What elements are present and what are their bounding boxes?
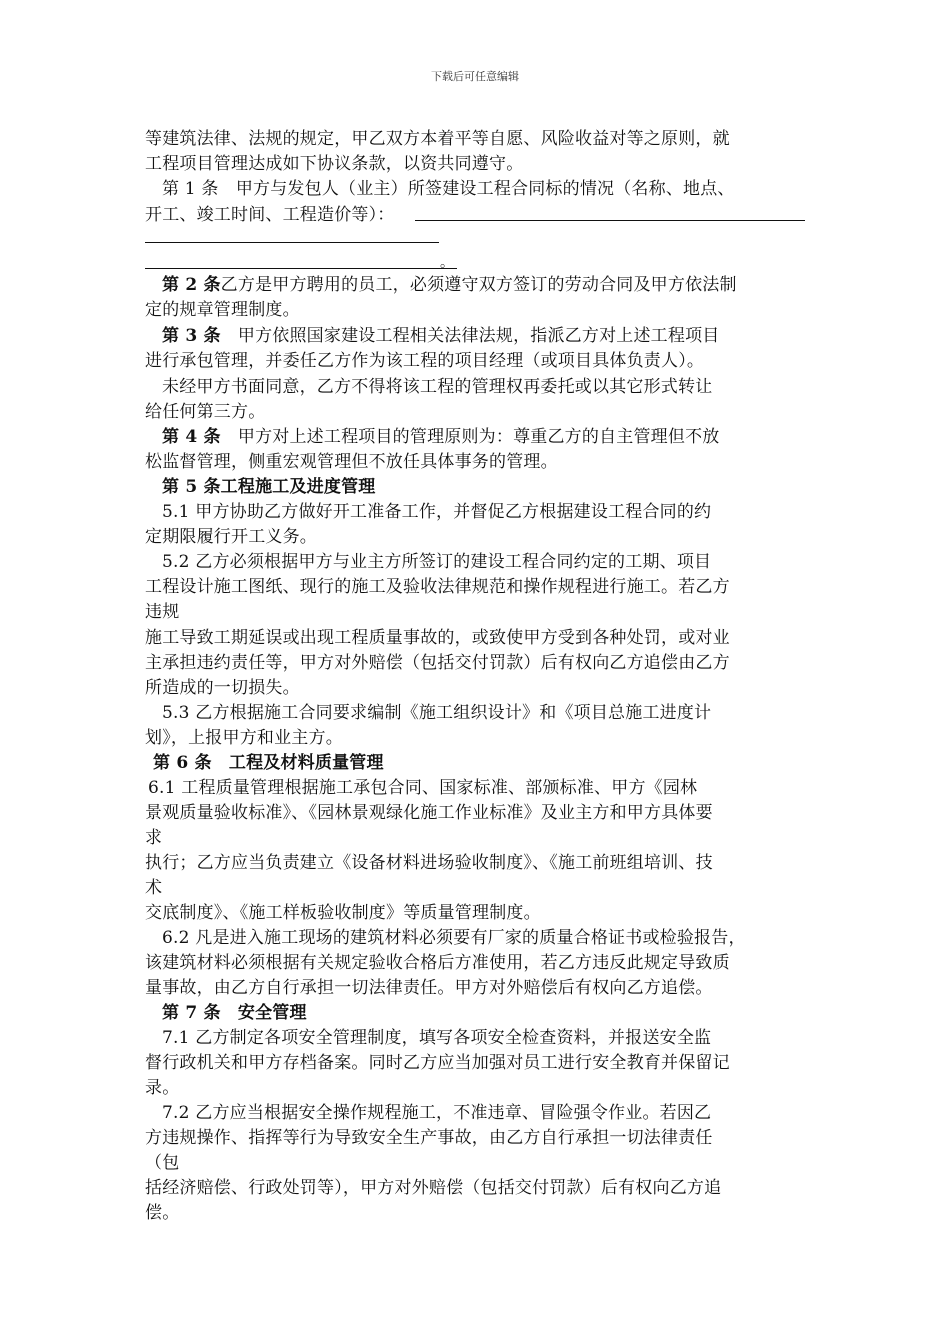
article-3-text: 甲方依照国家建设工程相关法律法规，指派乙方对上述工程项目 bbox=[237, 326, 720, 346]
article-6-line: 6.1 工程质量管理根据施工承包合同、国家标准、部颁标准、甲方《园林 bbox=[148, 778, 698, 798]
paragraph-line: 工程项目管理达成如下协议条款，以资共同遵守。 bbox=[145, 154, 524, 174]
article-5-line: 主承担违约责任等，甲方对外赔偿（包括交付罚款）后有权向乙方追偿由乙方 bbox=[145, 653, 730, 673]
article-3-heading: 第 3 条 bbox=[162, 326, 221, 346]
article-1-line: 第 1 条 甲方与发包人（业主）所签建设工程合同标的情况（名称、地点、 bbox=[162, 179, 735, 199]
article-6-line: 执行；乙方应当负责建立《设备材料进场验收制度》、《施工前班组培训、技 bbox=[145, 853, 713, 873]
paragraph-line: 等建筑法律、法规的规定，甲乙双方本着平等自愿、风险收益对等之原则，就 bbox=[145, 129, 730, 149]
article-3-line bbox=[162, 324, 719, 348]
article-5-line: 所造成的一切损失。 bbox=[145, 678, 300, 698]
article-2-line: 定的规章管理制度。 bbox=[145, 300, 300, 320]
article-6-line: 量事故，由乙方自行承担一切法律责任。甲方对外赔偿后有权向乙方追偿。 bbox=[145, 978, 713, 998]
article-6-line: 6.2 凡是进入施工现场的建筑材料必须要有厂家的质量合格证书或检验报告， bbox=[162, 928, 746, 948]
page-header-note: 下载后可任意编辑 bbox=[431, 70, 519, 83]
article-7-line: 督行政机关和甲方存档备案。同时乙方应当加强对员工进行安全教育并保留记 bbox=[145, 1053, 730, 1073]
article-6-line: 该建筑材料必须根据有关规定验收合格后方准使用，若乙方违反此规定导致质 bbox=[145, 953, 730, 973]
article-6-line: 术 bbox=[145, 878, 163, 898]
article-3-line: 未经甲方书面同意，乙方不得将该工程的管理权再委托或以其它形式转让 bbox=[162, 377, 713, 397]
fill-in-blank-line bbox=[145, 268, 457, 269]
article-5-line: 5.3 乙方根据施工合同要求编制《施工组织设计》和《项目总施工进度计 bbox=[162, 703, 712, 723]
article-7-line: （包 bbox=[145, 1153, 180, 1173]
article-6-line: 交底制度》、《施工样板验收制度》等质量管理制度。 bbox=[145, 903, 541, 923]
article-7-line: 括经济赔偿、行政处罚等），甲方对外赔偿（包括交付罚款）后有权向乙方追 bbox=[145, 1178, 722, 1198]
fill-in-blank-line bbox=[145, 242, 439, 243]
article-5-heading: 第 5 条工程施工及进度管理 bbox=[162, 477, 376, 497]
article-7-line: 偿。 bbox=[145, 1203, 180, 1223]
article-7-heading: 第 7 条 安全管理 bbox=[162, 1003, 307, 1023]
article-2-heading: 第 2 条 bbox=[162, 275, 221, 295]
article-7-line: 方违规操作、指挥等行为导致安全生产事故，由乙方自行承担一切法律责任 bbox=[145, 1128, 713, 1148]
article-6-heading: 第 6 条 工程及材料质量管理 bbox=[153, 753, 384, 773]
article-1-line: 开工、竣工时间、工程造价等）： bbox=[145, 205, 395, 225]
article-5-line: 划》，上报甲方和业主方。 bbox=[145, 728, 343, 748]
article-5-line: 违规 bbox=[145, 602, 180, 622]
article-4-text: 甲方对上述工程项目的管理原则为：尊重乙方的自主管理但不放 bbox=[237, 427, 720, 447]
article-5-line: 5.1 甲方协助乙方做好开工准备工作，并督促乙方根据建设工程合同的约 bbox=[162, 502, 712, 522]
article-6-line: 求 bbox=[145, 828, 163, 848]
article-7-line: 7.2 乙方应当根据安全操作规程施工，不准违章、冒险强令作业。若因乙 bbox=[162, 1103, 712, 1123]
article-2-line bbox=[162, 273, 737, 297]
article-2-text: 乙方是甲方聘用的员工，必须遵守双方签订的劳动合同及甲方依法制 bbox=[220, 275, 737, 295]
article-3-line: 进行承包管理，并委任乙方作为该工程的项目经理（或项目具体负责人）。 bbox=[145, 351, 705, 371]
article-4-heading: 第 4 条 bbox=[162, 427, 221, 447]
article-5-line: 定期限履行开工义务。 bbox=[145, 527, 317, 547]
blank-end-mark: 。 bbox=[440, 255, 454, 271]
article-7-line: 7.1 乙方制定各项安全管理制度，填写各项安全检查资料，并报送安全监 bbox=[162, 1028, 712, 1048]
article-5-line: 施工导致工期延误或出现工程质量事故的，或致使甲方受到各种处罚，或对业 bbox=[145, 628, 730, 648]
article-4-line bbox=[162, 425, 719, 449]
article-5-line: 5.2 乙方必须根据甲方与业主方所签订的建设工程合同约定的工期、项目 bbox=[162, 552, 712, 572]
fill-in-blank-line bbox=[415, 220, 805, 221]
article-6-line: 景观质量验收标准》、《园林景观绿化施工作业标准》及业主方和甲方具体要 bbox=[145, 803, 713, 823]
article-7-line: 录。 bbox=[145, 1078, 180, 1098]
article-4-line: 松监督管理，侧重宏观管理但不放任具体事务的管理。 bbox=[145, 452, 558, 472]
article-3-line: 给任何第三方。 bbox=[145, 402, 266, 422]
article-5-line: 工程设计施工图纸、现行的施工及验收法律规范和操作规程进行施工。若乙方 bbox=[145, 577, 730, 597]
